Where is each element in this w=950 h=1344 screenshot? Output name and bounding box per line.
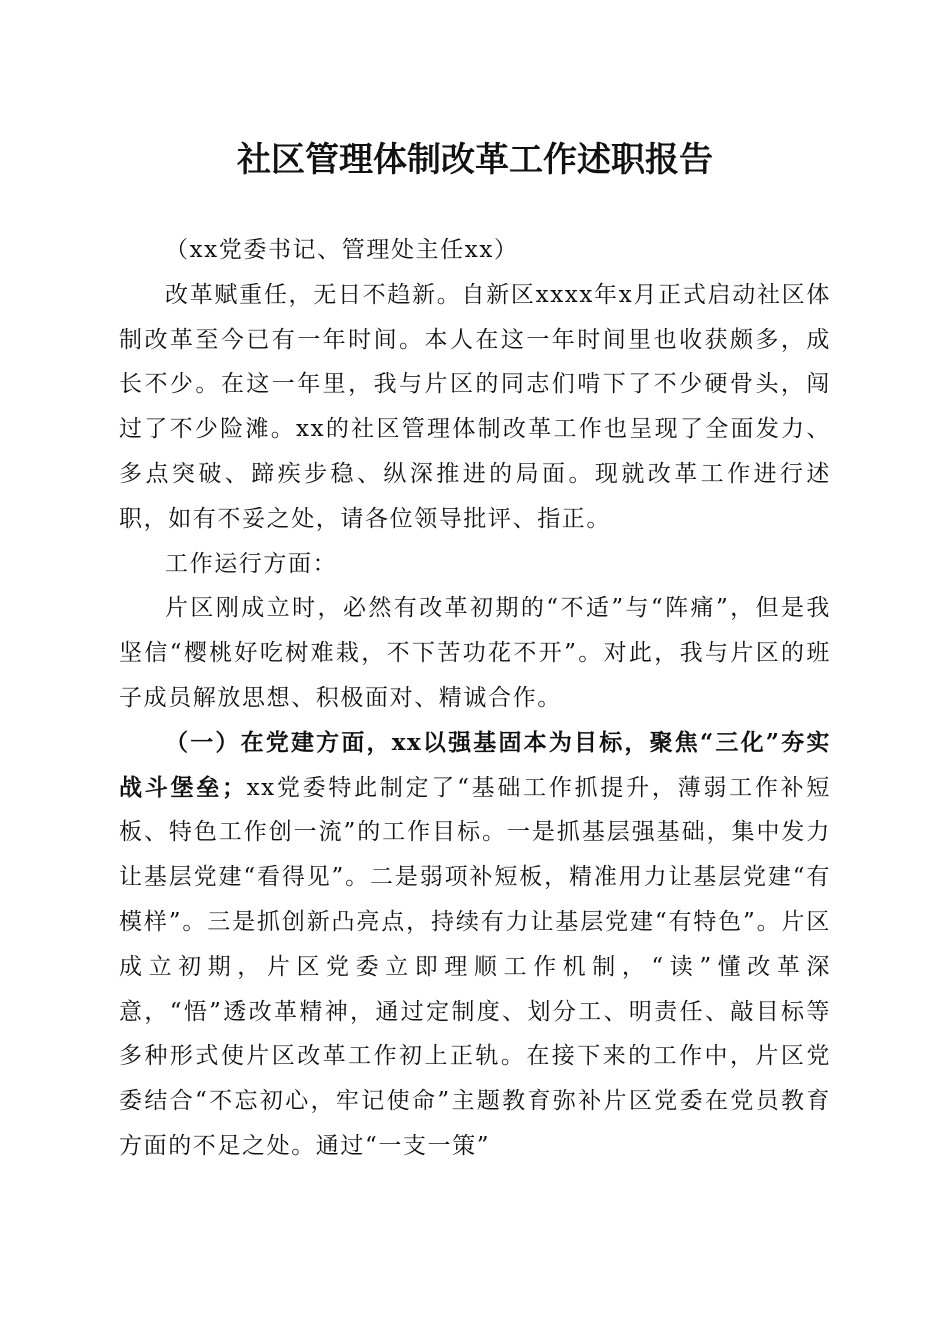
document-title: 社区管理体制改革工作述职报告: [237, 140, 713, 180]
paragraph-district-founding: 片区刚成立时，必然有改革初期的“不适”与“阵痛”，但是我坚信“樱桃好吃树难栽，不下苦功花不开”。对此，我与片区的班子成员解放思想、积极面对、精诚合作。: [119, 595, 831, 711]
document-body: [119, 228, 831, 1169]
paragraph-intro: 改革赋重任，无日不趋新。自新区xxxx年x月正式启动社区体制改革至今已有一年时间。本人在这一年时间里也收获颇多，成长不少。在这一年里，我与片区的同志们啃下了不少硬骨头，闯过了不少险滩。xx的社区管理体制改革工作也呈现了全面发力、多点突破、蹄疾步稳、纵深推进的局面。现就改革工作进行述职，如有不妥之处，请各位领导批评、指正。: [119, 281, 831, 532]
section-one-heading: （一）在党建方面，xx以强基固本为目标，聚焦“三化”夯实战斗堡垒；: [119, 728, 831, 801]
paragraph-work-operation: 工作运行方面：: [165, 550, 338, 577]
section-one-body: xx党委特此制定了“基础工作抓提升，薄弱工作补短板、特色工作创一流”的工作目标。一是抓基层强基础，集中发力让基层党建“看得见”。二是弱项补短板，精准用力让基层党建“有模样”。三是抓创新凸亮点，持续有力让基层党建“有特色”。片区成立初期，片区党委立即理顺工作机制，“读”懂改革深意，“悟”透改革精神，通过定制度、划分工、明责任、敲目标等多种形式使片区改革工作初上正轨。在接下来的工作中，片区党委结合“不忘初心，牢记使命”主题教育弥补片区党委在党员教育方面的不足之处。通过“一支一策”: [119, 774, 832, 1159]
author-line: （xx党委书记、管理处主任xx）: [165, 237, 519, 263]
section-one-paragraph: [119, 721, 831, 1169]
